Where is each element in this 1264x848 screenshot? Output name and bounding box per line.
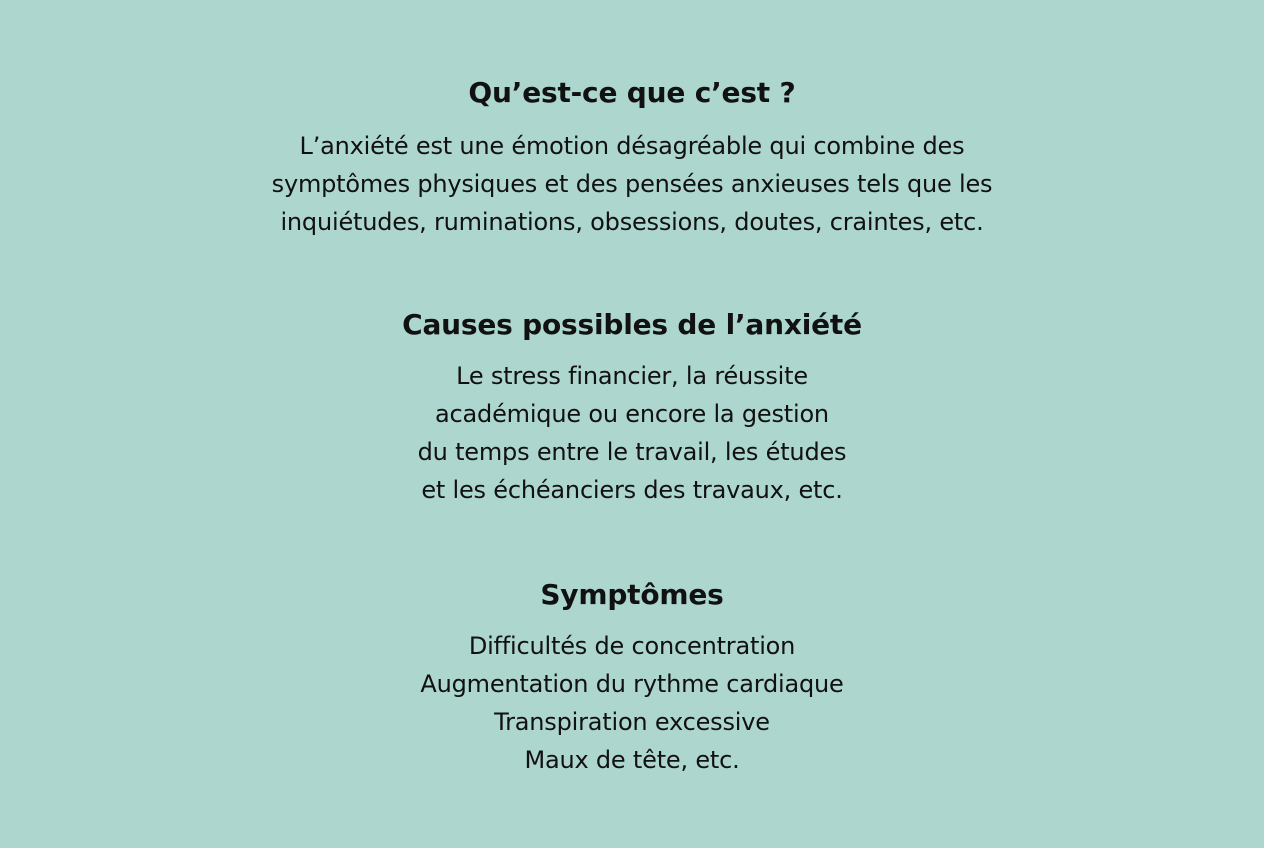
causes-line: et les échéanciers des travaux, etc. [421,476,843,504]
section-heading-symptoms: Symptômes [540,578,724,611]
causes-text [0,357,1264,509]
causes-line: du temps entre le travail, les études [417,438,847,466]
causes-line: académique ou encore la gestion [435,400,829,428]
definition-text [0,127,1264,241]
symptom-item: Transpiration excessive [494,708,770,736]
symptom-item: Augmentation du rythme cardiaque [420,670,844,698]
section-symptoms [0,577,1264,779]
section-heading-definition: Qu’est-ce que c’est ? [468,76,796,109]
causes-line: Le stress financier, la réussite [456,362,808,390]
definition-line: L’anxiété est une émotion désagréable qui combine des [299,132,965,160]
symptom-item: Maux de tête, etc. [524,746,740,774]
section-causes [0,307,1264,509]
section-heading-causes: Causes possibles de l’anxiété [402,308,862,341]
symptom-item: Difficultés de concentration [468,632,796,660]
section-definition [0,75,1264,241]
definition-line: symptômes physiques et des pensées anxieuses tels que les [271,170,993,198]
definition-line: inquiétudes, ruminations, obsessions, doutes, craintes, etc. [280,208,984,236]
symptoms-list [0,627,1264,779]
